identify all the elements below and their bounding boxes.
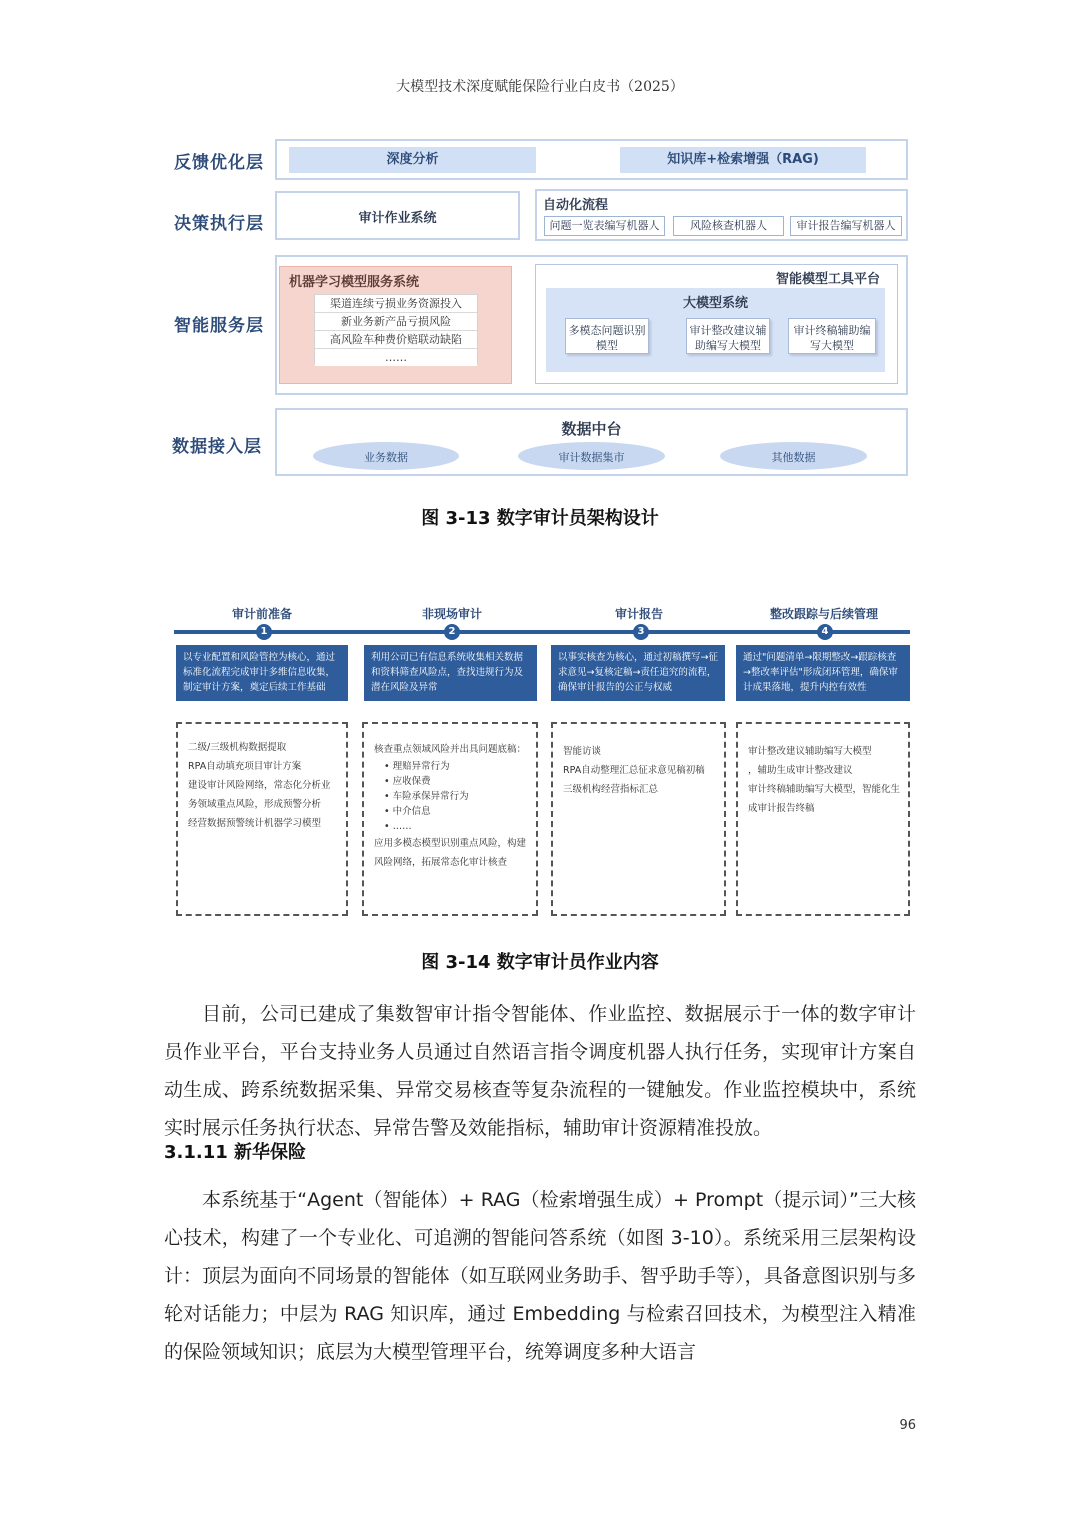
model-rectify-advice: 审计整改建议辅助编写大模型: [686, 318, 770, 354]
stage-title: 非现场审计: [421, 607, 482, 621]
figure-3-13: [0, 0, 1080, 540]
detail-item: 审计终稿辅助编写大模型，智能化生成审计报告终稿: [748, 784, 901, 814]
data-source-business: 业务数据: [313, 442, 459, 470]
figure-3-14: [0, 600, 1080, 930]
deep-analysis-box: 深度分析: [289, 147, 536, 173]
ml-item-list: [314, 294, 478, 364]
ml-item: 渠道连续亏损业务资源投入: [315, 295, 477, 313]
detail-item: 二级/三级机构数据提取: [188, 742, 287, 753]
ml-item: 高风险车种费价赔联动缺陷: [315, 331, 477, 349]
detail-item: • ……: [384, 821, 412, 832]
ml-service-title: 机器学习模型服务系统: [289, 275, 420, 290]
section-heading: 3.1.11 新华保险: [164, 1142, 307, 1163]
detail-item: • 应收保费: [384, 776, 431, 787]
detail-item: 审计整改建议辅助编写大模型: [748, 746, 872, 757]
layer-label-data: 数据接入层: [172, 437, 262, 457]
stage-description: 以事实核查为核心，通过初稿撰写→征求意见→复核定稿→责任追究的流程，确保审计报告的公正与权威: [551, 645, 725, 701]
detail-item: • 车险承保异常行为: [384, 791, 469, 802]
stage-title: 整改跟踪与后续管理: [769, 607, 878, 621]
ml-item: ……: [315, 349, 477, 366]
stage-number: 2: [444, 624, 460, 640]
timeline: [174, 630, 910, 634]
body-paragraph: 本系统基于“Agent（智能体）+ RAG（检索增强生成）+ Prompt（提示词）”三大核心技术，构建了一个专业化、可追溯的智能问答系统（如图 3-10）。系统采用三层架构设计：顶层为面向不同场景的智能体（如互联网业务助手、智乎助手等），具备意图识别与多轮对话能力；中层为 RAG 知识库，通过 Embedding 与检索召回技术，为模型注入精准的保险领域知识；底层为大模型管理平台，统筹调度多种大语言: [164, 1189, 916, 1363]
layer-label-feedback: 反馈优化层: [174, 153, 264, 173]
layer-label-service: 智能服务层: [174, 316, 264, 336]
robot-audit-report: 审计报告编写机器人: [790, 216, 902, 236]
robot-issue-list: 问题一览表编写机器人: [544, 216, 665, 236]
running-header: 大模型技术深度赋能保险行业白皮书（2025）: [396, 79, 684, 95]
detail-item: RPA自动填充项目审计方案: [188, 761, 302, 772]
detail-item: 经营数据预警统计机器学习模型: [188, 818, 322, 829]
model-multimodal: 多模态问题识别模型: [565, 318, 649, 354]
stage-detail-box: [736, 722, 910, 916]
stage-detail-box: [362, 722, 538, 916]
stage-detail-box: [551, 722, 726, 916]
automation-title: 自动化流程: [543, 198, 609, 213]
detail-item: • 中介信息: [384, 806, 431, 817]
detail-item: 建设审计风险网络，常态化分析业务领域重点风险，形成预警分析: [188, 780, 331, 810]
figure-caption-3-14: 图 3-14 数字审计员作业内容: [421, 952, 659, 973]
stage-number: 1: [256, 624, 272, 640]
figure-caption-3-13: 图 3-13 数字审计员架构设计: [421, 508, 659, 529]
stage-description: 利用公司已有信息系统收集相关数据和资料筛查风险点，查找违规行为及潜在风险及异常: [364, 645, 537, 701]
data-source-other: 其他数据: [720, 442, 867, 470]
stage-detail-box: [176, 722, 348, 916]
layer-label-decision: 决策执行层: [174, 214, 264, 234]
stage-description: 通过"问题清单→限期整改→跟踪核查→整改率评估"形成闭环管理，确保审计成果落地，提升内控有效性: [736, 645, 910, 701]
stage-title: 审计前准备: [231, 607, 292, 621]
stage-description: 以专业配置和风险管控为核心，通过标准化流程完成审计多维信息收集，制定审计方案，奠定后续工作基础: [176, 645, 348, 701]
detail-item: 核查重点领域风险并出具问题底稿：: [374, 744, 527, 755]
detail-item: 三级机构经营指标汇总: [563, 784, 659, 795]
tool-platform-title: 智能模型工具平台: [775, 272, 880, 287]
rag-knowledge-box: 知识库+检索增强（RAG): [620, 147, 866, 173]
detail-item: RPA自动整理汇总征求意见稿初稿: [563, 765, 705, 776]
robot-risk-check: 风险核查机器人: [673, 216, 784, 236]
body-paragraph: 目前，公司已建成了集数智审计指令智能体、作业监控、数据展示于一体的数字审计员作业平台，平台支持业务人员通过自然语言指令调度机器人执行任务，实现审计方案自动生成、跨系统数据采集、异常交易核查等复杂流程的一键触发。作业监控模块中，系统实时展示任务执行状态、异常告警及效能指标，辅助审计资源精准投放。: [164, 1003, 916, 1139]
stage-title: 审计报告: [614, 607, 663, 621]
detail-item: 智能访谈: [563, 746, 602, 757]
detail-item: • 理赔异常行为: [384, 761, 450, 772]
audit-system-label: 审计作业系统: [358, 211, 437, 226]
page-number: 96: [899, 1418, 916, 1433]
llm-system-title: 大模型系统: [682, 296, 748, 311]
data-platform-title: 数据中台: [561, 420, 622, 438]
detail-item: ，辅助生成审计整改建议: [748, 765, 853, 776]
model-final-draft: 审计终稿辅助编写大模型: [788, 318, 876, 354]
detail-item: 应用多模态模型识别重点风险，构建风险网络，拓展常态化审计核查: [374, 838, 527, 868]
ml-item: 新业务新产品亏损风险: [315, 313, 477, 331]
stage-number: 4: [817, 624, 833, 640]
data-source-audit-mart: 审计数据集市: [518, 442, 665, 470]
stage-number: 3: [633, 624, 649, 640]
